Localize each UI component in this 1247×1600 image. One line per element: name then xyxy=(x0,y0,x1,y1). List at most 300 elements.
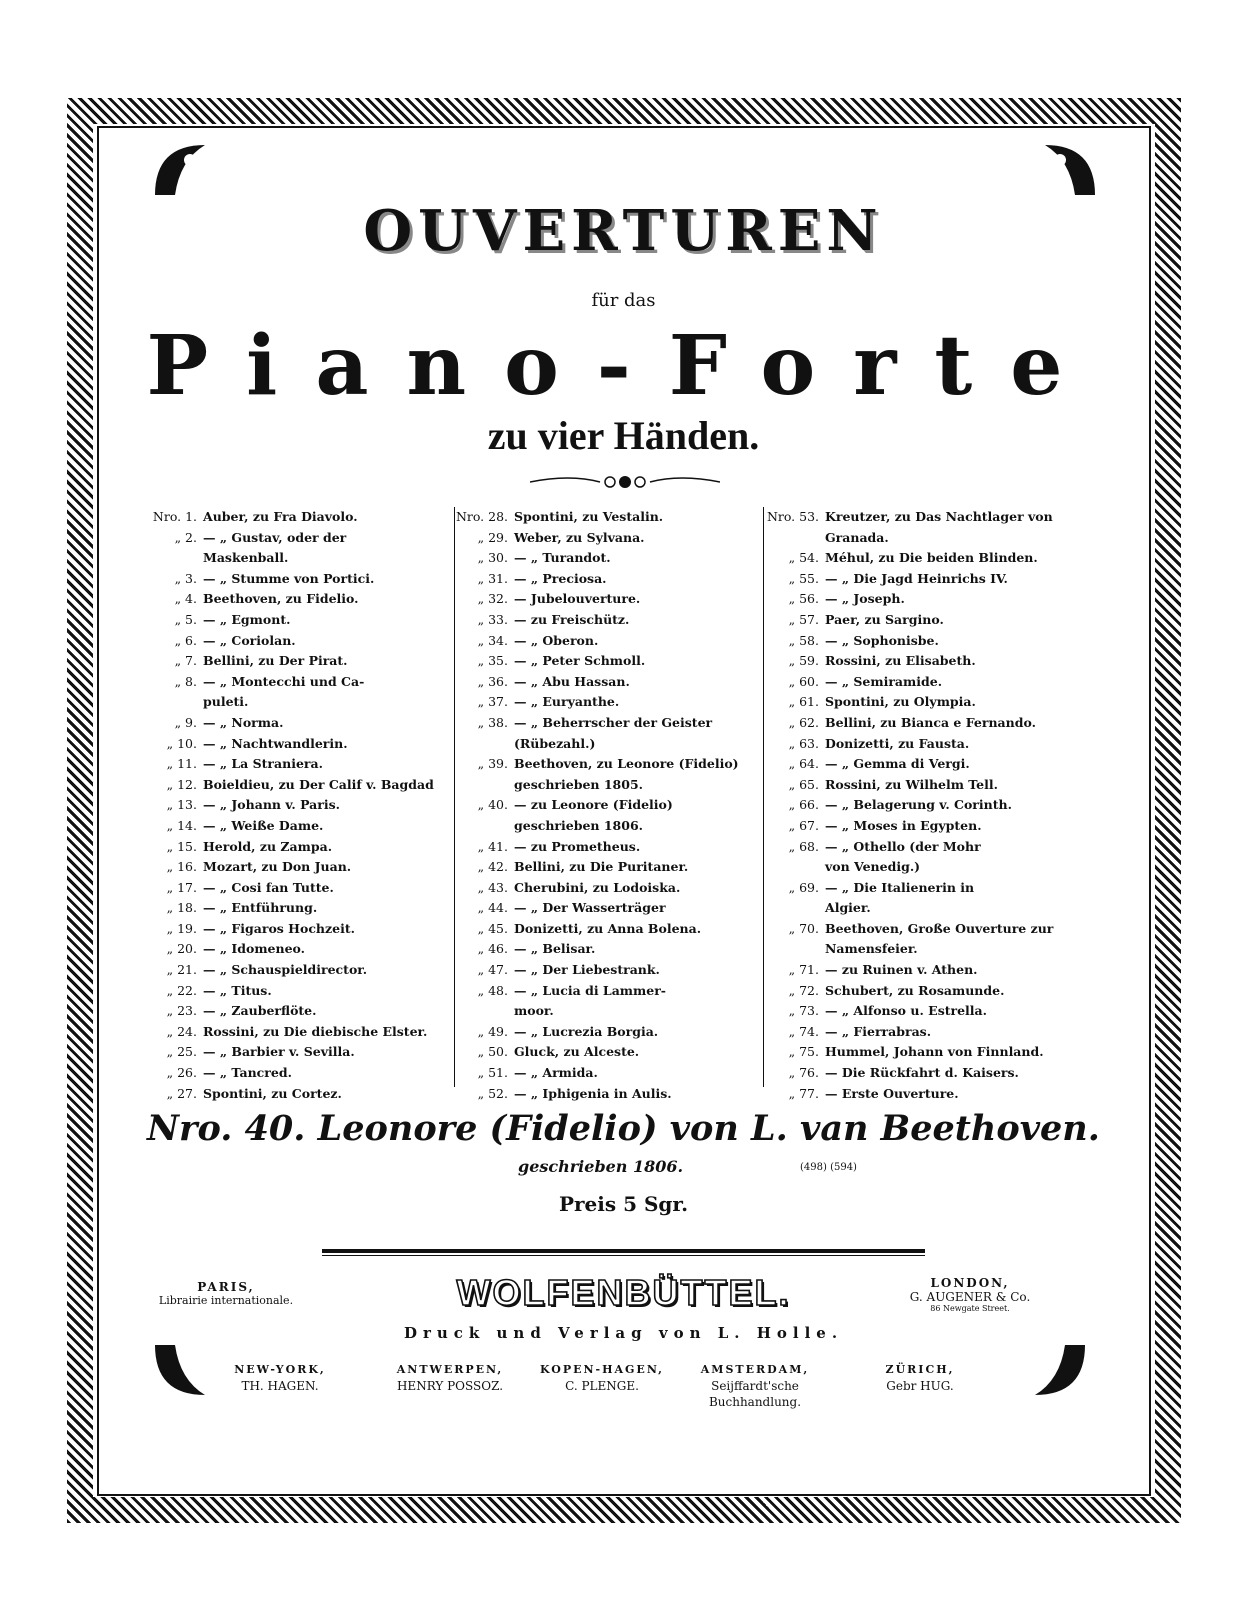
catalog-title: Gluck, zu Alceste. xyxy=(514,1044,640,1060)
catalog-number: „ 47. xyxy=(477,962,508,978)
catalog-entry xyxy=(765,795,1085,816)
catalog-number: „ 11. xyxy=(166,756,197,772)
catalog-entry xyxy=(454,651,764,672)
catalog-number: „ 19. xyxy=(166,920,197,936)
catalog-title: — Jubelouverture. xyxy=(514,591,641,607)
catalog-number: „ 7. xyxy=(174,653,197,669)
catalog-entry xyxy=(765,898,1085,919)
catalog-entry xyxy=(143,672,453,693)
catalog-entry xyxy=(143,569,453,590)
catalog-number: „ 45. xyxy=(477,920,508,936)
printer-line: Druck und Verlag von L. Holle. xyxy=(403,1324,844,1342)
catalog-number: „ 30. xyxy=(477,550,508,566)
catalog-entry xyxy=(765,672,1085,693)
catalog-entry xyxy=(143,631,453,652)
agent-london xyxy=(890,1276,1050,1313)
catalog-entry xyxy=(143,898,453,919)
catalog-title: — „ Titus. xyxy=(203,982,272,998)
catalog-entry xyxy=(765,939,1085,960)
catalog-number: „ 68. xyxy=(788,838,819,854)
catalog-title: Cherubini, zu Lodoiska. xyxy=(514,879,681,895)
catalog-title: — „ Schauspieldirector. xyxy=(203,962,368,978)
catalog-number: „ 22. xyxy=(166,982,197,998)
catalog-entry xyxy=(454,775,764,796)
double-rule-thin xyxy=(322,1255,925,1256)
catalog-number: „ 66. xyxy=(788,797,819,813)
catalog-title: Auber, zu Fra Diavolo. xyxy=(203,509,358,524)
agent-newyork xyxy=(205,1362,355,1394)
catalog-title: — zu Freischütz. xyxy=(514,611,630,627)
catalog-title: Mozart, zu Don Juan. xyxy=(203,859,352,875)
catalog-entry xyxy=(454,1022,764,1043)
catalog-title: Rossini, zu Elisabeth. xyxy=(825,653,976,669)
catalog-title: — „ Montecchi und Ca- xyxy=(203,673,365,689)
catalog-entry xyxy=(454,1001,764,1022)
catalog-title: Bellini, zu Bianca e Fernando. xyxy=(825,714,1036,730)
catalog-entry xyxy=(454,713,764,734)
catalog-entry xyxy=(143,1001,453,1022)
catalog-number xyxy=(765,898,825,919)
catalog-entry xyxy=(765,754,1085,775)
catalog-entry xyxy=(454,589,764,610)
catalog-title: geschrieben 1806. xyxy=(514,817,643,833)
catalog-entry xyxy=(454,1042,764,1063)
agent-city: KOPEN-HAGEN, xyxy=(539,1363,664,1376)
title-ouverturen: OUVERTUREN xyxy=(363,198,884,264)
catalog-number: „ 44. xyxy=(477,900,508,916)
catalog-entry xyxy=(765,837,1085,858)
catalog-title: — zu Leonore (Fidelio) xyxy=(514,797,673,813)
agent-antwerpen xyxy=(375,1362,525,1394)
catalog-number: Nro. 28. xyxy=(455,509,508,524)
catalog-title: — „ Alfonso u. Estrella. xyxy=(825,1003,987,1019)
catalog-number: „ 12. xyxy=(166,776,197,792)
catalog-entry xyxy=(454,816,764,837)
catalog-number xyxy=(765,939,825,960)
catalog-title: — „ Nachtwandlerin. xyxy=(203,735,348,751)
subtitle-vier-handen: zu vier Händen. xyxy=(487,413,760,458)
catalog-entry xyxy=(143,775,453,796)
catalog-number xyxy=(454,816,514,837)
ornament-bottom-right-icon xyxy=(1030,1340,1090,1400)
catalog-number: „ 29. xyxy=(477,529,508,545)
catalog-title: Kreutzer, zu Das Nachtlager von xyxy=(825,509,1053,524)
catalog-number: „ 25. xyxy=(166,1044,197,1060)
catalog-entry xyxy=(765,1063,1085,1084)
catalog-title: Namensfeier. xyxy=(825,941,918,957)
catalog-title: Beethoven, zu Leonore (Fidelio) xyxy=(514,756,739,772)
catalog-number: „ 50. xyxy=(477,1044,508,1060)
agent-paris-name: Librairie internationale. xyxy=(158,1294,294,1307)
catalog-number: „ 56. xyxy=(788,591,819,607)
catalog-title: — „ Preciosa. xyxy=(514,570,607,586)
catalog-title: geschrieben 1805. xyxy=(514,776,643,792)
catalog-number: „ 8. xyxy=(174,673,197,689)
catalog-title: — „ Iphigenia in Aulis. xyxy=(514,1085,672,1101)
catalog-entry xyxy=(454,981,764,1002)
catalog-title: — „ Sophonisbe. xyxy=(825,632,939,648)
catalog-entry xyxy=(143,692,453,713)
catalog-title: Weber, zu Sylvana. xyxy=(514,529,645,545)
catalog-entry xyxy=(454,898,764,919)
catalog-entry xyxy=(765,548,1085,569)
catalog-entry xyxy=(454,672,764,693)
ornament-top-right-icon xyxy=(1040,140,1100,200)
catalog-entry xyxy=(454,692,764,713)
agent-name: HENRY POSSOZ. xyxy=(396,1379,504,1393)
catalog-title: — „ Egmont. xyxy=(203,611,291,627)
catalog-number: „ 14. xyxy=(166,817,197,833)
edition-title: Nro. 40. Leonore (Fidelio) von L. van Beethoven. xyxy=(147,1108,1100,1149)
catalog-entry xyxy=(454,610,764,631)
catalog-entry xyxy=(143,837,453,858)
agent-london-address: 86 Newgate Street. xyxy=(930,1304,1010,1313)
catalog-entry xyxy=(454,939,764,960)
catalog-entry xyxy=(454,837,764,858)
catalog-title: — „ Weiße Dame. xyxy=(203,817,324,833)
catalog-number: „ 42. xyxy=(477,859,508,875)
agent-paris-city: PARIS, xyxy=(197,1280,255,1294)
agent-amsterdam xyxy=(680,1362,830,1410)
catalog-title: — „ Oberon. xyxy=(514,632,599,648)
catalog-number: „ 77. xyxy=(788,1085,819,1101)
catalog-entry xyxy=(143,795,453,816)
price: Preis 5 Sgr. xyxy=(558,1192,689,1216)
catalog-entry xyxy=(143,1042,453,1063)
catalog-entry xyxy=(765,1022,1085,1043)
catalog-title: — „ Abu Hassan. xyxy=(514,673,630,689)
agent-city: ANTWERPEN, xyxy=(396,1363,504,1376)
catalog-title: — „ Peter Schmoll. xyxy=(514,653,646,669)
catalog-number: „ 24. xyxy=(166,1023,197,1039)
catalog-entry xyxy=(143,589,453,610)
agent-london-name: G. AUGENER & Co. xyxy=(909,1290,1031,1304)
agent-city: AMSTERDAM, xyxy=(700,1363,810,1376)
catalog-number: „ 23. xyxy=(166,1003,197,1019)
catalog-title: Herold, zu Zampa. xyxy=(203,838,333,854)
catalog-number xyxy=(765,857,825,878)
catalog-title: — Die Rückfahrt d. Kaisers. xyxy=(825,1065,1019,1081)
catalog-number: „ 16. xyxy=(166,859,197,875)
catalog-title: — zu Ruinen v. Athen. xyxy=(825,962,978,978)
catalog-number: „ 71. xyxy=(788,962,819,978)
agent-london-city: LONDON, xyxy=(930,1276,1010,1290)
catalog-entry xyxy=(143,713,453,734)
catalog-number: „ 13. xyxy=(166,797,197,813)
publisher-place: WOLFENBÜTTEL. xyxy=(456,1272,791,1313)
catalog-entry xyxy=(143,754,453,775)
catalog-number: „ 2. xyxy=(174,529,197,545)
catalog-number: „ 31. xyxy=(477,570,508,586)
catalog-title: Schubert, zu Rosamunde. xyxy=(825,982,1005,998)
catalog-title: — zu Prometheus. xyxy=(514,838,641,854)
catalog-entry xyxy=(143,919,453,940)
catalog-title: — „ Armida. xyxy=(514,1065,598,1081)
catalog-title: Bellini, zu Die Puritaner. xyxy=(514,859,689,875)
catalog-number: „ 55. xyxy=(788,570,819,586)
catalog-number: „ 6. xyxy=(174,632,197,648)
catalog-column-2 xyxy=(454,507,764,1104)
catalog-entry xyxy=(454,734,764,755)
catalog-title: — „ Othello (der Mohr xyxy=(825,838,981,854)
catalog-number: „ 40. xyxy=(477,797,508,813)
catalog-title: — „ Johann v. Paris. xyxy=(203,797,340,813)
catalog-number: Nro. 1. xyxy=(152,509,197,524)
catalog-number: „ 33. xyxy=(477,611,508,627)
catalog-title: Beethoven, Große Ouverture zur xyxy=(825,920,1054,936)
catalog-number: „ 49. xyxy=(477,1023,508,1039)
catalog-title: — „ Fierrabras. xyxy=(825,1023,932,1039)
catalog-entry xyxy=(765,981,1085,1002)
catalog-title: — „ Der Liebestrank. xyxy=(514,962,660,978)
catalog-title: Maskenball. xyxy=(203,550,289,566)
catalog-title: Donizetti, zu Anna Bolena. xyxy=(514,920,702,936)
catalog-title: — „ Euryanthe. xyxy=(514,694,620,710)
ornament-top-left-icon xyxy=(150,140,210,200)
catalog-number: „ 35. xyxy=(477,653,508,669)
catalog-title: — „ Die Italienerin in xyxy=(825,879,975,895)
catalog-number: „ 37. xyxy=(477,694,508,710)
catalog-title: — „ Tancred. xyxy=(203,1065,292,1081)
catalog-number: „ 67. xyxy=(788,817,819,833)
catalog-entry xyxy=(765,919,1085,940)
catalog-title: Méhul, zu Die beiden Blinden. xyxy=(825,550,1038,566)
catalog-entry xyxy=(143,528,453,549)
catalog-number: „ 75. xyxy=(788,1044,819,1060)
catalog-entry xyxy=(454,548,764,569)
catalog-entry xyxy=(765,692,1085,713)
catalog-entry xyxy=(143,651,453,672)
catalog-number: Nro. 53. xyxy=(766,509,819,524)
catalog-entry xyxy=(454,631,764,652)
catalog-number: „ 48. xyxy=(477,982,508,998)
catalog-title: Paer, zu Sargino. xyxy=(825,611,944,627)
catalog-title: — „ La Straniera. xyxy=(203,756,323,772)
catalog-number: „ 54. xyxy=(788,550,819,566)
catalog-title: — „ Die Jagd Heinrichs IV. xyxy=(825,570,1008,586)
catalog-entry xyxy=(765,878,1085,899)
catalog-entry xyxy=(454,1084,764,1105)
catalog-entry xyxy=(454,1063,764,1084)
column-divider xyxy=(763,507,764,1087)
catalog-number xyxy=(143,548,203,569)
catalog-number: „ 26. xyxy=(166,1065,197,1081)
catalog-title: — „ Coriolan. xyxy=(203,632,296,648)
catalog-column-1 xyxy=(143,507,453,1104)
catalog-title: — „ Barbier v. Sevilla. xyxy=(203,1044,355,1060)
agent-city: ZÜRICH, xyxy=(885,1363,955,1376)
catalog-entry xyxy=(143,878,453,899)
catalog-title: — „ Gemma di Vergi. xyxy=(825,756,970,772)
catalog-title: — „ Entführung. xyxy=(203,900,318,916)
agent-name: TH. HAGEN. xyxy=(241,1379,319,1393)
catalog-title: Boieldieu, zu Der Calif v. Bagdad xyxy=(203,776,434,792)
agent-kopenhagen xyxy=(527,1362,677,1394)
catalog-title: (Rübezahl.) xyxy=(514,735,596,751)
catalog-entry xyxy=(765,816,1085,837)
catalog-number: „ 34. xyxy=(477,632,508,648)
catalog-title: — „ Turandot. xyxy=(514,550,611,566)
catalog-title: Spontini, zu Vestalin. xyxy=(514,509,664,524)
catalog-number: „ 62. xyxy=(788,714,819,730)
agent-name: C. PLENGE. xyxy=(565,1379,639,1393)
catalog-title: Spontini, zu Cortez. xyxy=(203,1085,342,1101)
catalog-title: — „ Norma. xyxy=(203,714,284,730)
catalog-title: Spontini, zu Olympia. xyxy=(825,694,976,710)
catalog-number xyxy=(143,692,203,713)
catalog-title: Donizetti, zu Fausta. xyxy=(825,735,970,751)
catalog-title: — „ Belagerung v. Corinth. xyxy=(825,797,1012,813)
catalog-number: „ 46. xyxy=(477,941,508,957)
ornament-bottom-left-icon xyxy=(150,1340,210,1400)
catalog-number: „ 60. xyxy=(788,673,819,689)
catalog-number xyxy=(454,1001,514,1022)
catalog-number: „ 69. xyxy=(788,879,819,895)
catalog-entry xyxy=(765,1042,1085,1063)
catalog-title: Granada. xyxy=(825,529,889,545)
catalog-entry xyxy=(765,610,1085,631)
catalog-number: „ 36. xyxy=(477,673,508,689)
catalog-entry xyxy=(454,569,764,590)
catalog-title: — „ Belisar. xyxy=(514,941,596,957)
catalog-title: Hummel, Johann von Finnland. xyxy=(825,1044,1044,1060)
catalog-entry xyxy=(765,713,1085,734)
catalog-entry xyxy=(143,816,453,837)
catalog-number xyxy=(454,775,514,796)
catalog-number: „ 4. xyxy=(174,591,197,607)
double-rule xyxy=(322,1249,925,1253)
agent-name: Seijffardt'sche Buchhandlung. xyxy=(708,1379,802,1409)
catalog-title: moor. xyxy=(514,1003,554,1019)
catalog-number: „ 39. xyxy=(477,756,508,772)
catalog-title: Bellini, zu Der Pirat. xyxy=(203,653,348,669)
catalog-number: „ 64. xyxy=(788,756,819,772)
catalog-title: Algier. xyxy=(825,900,871,916)
agent-city: NEW-YORK, xyxy=(234,1363,326,1376)
catalog-number: „ 18. xyxy=(166,900,197,916)
catalog-entry xyxy=(454,878,764,899)
catalog-entry xyxy=(765,1084,1085,1105)
catalog-title: Rossini, zu Die diebische Elster. xyxy=(203,1023,428,1039)
composed-year: geschrieben 1806. xyxy=(518,1157,684,1176)
catalog-entry xyxy=(143,548,453,569)
catalog-number xyxy=(454,734,514,755)
catalog-entry xyxy=(765,631,1085,652)
catalog-number: „ 5. xyxy=(174,611,197,627)
catalog-number: „ 21. xyxy=(166,962,197,978)
flourish-divider-icon xyxy=(530,470,720,494)
catalog-number: „ 57. xyxy=(788,611,819,627)
catalog-number: „ 51. xyxy=(477,1065,508,1081)
catalog-entry xyxy=(765,528,1085,549)
catalog-entry xyxy=(143,939,453,960)
catalog-number: „ 65. xyxy=(788,776,819,792)
agent-zurich xyxy=(845,1362,995,1394)
catalog-entry xyxy=(143,960,453,981)
catalog-entry xyxy=(454,528,764,549)
catalog-entry xyxy=(765,1001,1085,1022)
catalog-title: — „ Idomeneo. xyxy=(203,941,306,957)
catalog-title: Beethoven, zu Fidelio. xyxy=(203,591,359,607)
subtitle-fur-das: für das xyxy=(591,290,656,311)
catalog-number xyxy=(765,528,825,549)
catalog-entry xyxy=(143,610,453,631)
catalog-title: puleti. xyxy=(203,694,249,710)
catalog-title: — „ Moses in Egypten. xyxy=(825,817,982,833)
catalog-title: — „ Beherrscher der Geister xyxy=(514,714,713,730)
catalog-entry xyxy=(143,981,453,1002)
catalog-title: — Erste Ouverture. xyxy=(825,1085,959,1101)
catalog-number: „ 76. xyxy=(788,1065,819,1081)
catalog-entry xyxy=(765,569,1085,590)
catalog-entry xyxy=(765,775,1085,796)
catalog-entry xyxy=(454,857,764,878)
catalog-entry xyxy=(143,734,453,755)
catalog-entry xyxy=(143,857,453,878)
catalog-title: — „ Stumme von Portici. xyxy=(203,570,375,586)
catalog-entry xyxy=(454,754,764,775)
catalog-entry xyxy=(765,589,1085,610)
catalog-entry xyxy=(765,857,1085,878)
catalog-number: „ 9. xyxy=(174,714,197,730)
catalog-number: „ 59. xyxy=(788,653,819,669)
catalog-title: — „ Lucia di Lammer- xyxy=(514,982,666,998)
catalog-number: „ 3. xyxy=(174,570,197,586)
catalog-title: — „ Figaros Hochzeit. xyxy=(203,920,355,936)
catalog-number: „ 52. xyxy=(477,1085,508,1101)
catalog-entry xyxy=(454,919,764,940)
catalog-entry xyxy=(765,507,1085,528)
catalog-entry xyxy=(143,1063,453,1084)
catalog-number: „ 70. xyxy=(788,920,819,936)
catalog-entry xyxy=(143,1022,453,1043)
catalog-title: — „ Der Wasserträger xyxy=(514,900,666,916)
catalog-number: „ 63. xyxy=(788,735,819,751)
catalog-entry xyxy=(765,960,1085,981)
catalog-number: „ 73. xyxy=(788,1003,819,1019)
catalog-title: von Venedig.) xyxy=(825,859,921,875)
catalog-number: „ 61. xyxy=(788,694,819,710)
catalog-title: — „ Gustav, oder der xyxy=(203,529,347,545)
catalog-title: — „ Zauberflöte. xyxy=(203,1003,317,1019)
catalog-number: „ 41. xyxy=(477,838,508,854)
catalog-number: „ 74. xyxy=(788,1023,819,1039)
catalog-title: — „ Lucrezia Borgia. xyxy=(514,1023,659,1039)
catalog-entry xyxy=(143,1084,453,1105)
agent-name: Gebr HUG. xyxy=(886,1379,954,1393)
catalog-number: „ 43. xyxy=(477,879,508,895)
catalog-number: „ 17. xyxy=(166,879,197,895)
catalog-column-3 xyxy=(765,507,1085,1104)
catalog-number: „ 15. xyxy=(166,838,197,854)
catalog-number: „ 27. xyxy=(166,1085,197,1101)
catalog-title: — „ Semiramide. xyxy=(825,673,943,689)
catalog-entry xyxy=(765,651,1085,672)
catalog-entry xyxy=(454,795,764,816)
catalog-number: „ 58. xyxy=(788,632,819,648)
catalog-entry xyxy=(454,507,764,528)
title-piano-forte: Piano-Forte xyxy=(146,318,1101,414)
catalog-entry xyxy=(454,960,764,981)
catalog-title: — „ Cosi fan Tutte. xyxy=(203,879,334,895)
catalog-entry xyxy=(765,734,1085,755)
catalog-number: „ 20. xyxy=(166,941,197,957)
catalog-title: — „ Joseph. xyxy=(825,591,905,607)
catalog-title: Rossini, zu Wilhelm Tell. xyxy=(825,776,998,792)
catalog-number: „ 38. xyxy=(477,714,508,730)
plate-numbers: (498) (594) xyxy=(800,1162,857,1173)
catalog-number: „ 32. xyxy=(477,591,508,607)
